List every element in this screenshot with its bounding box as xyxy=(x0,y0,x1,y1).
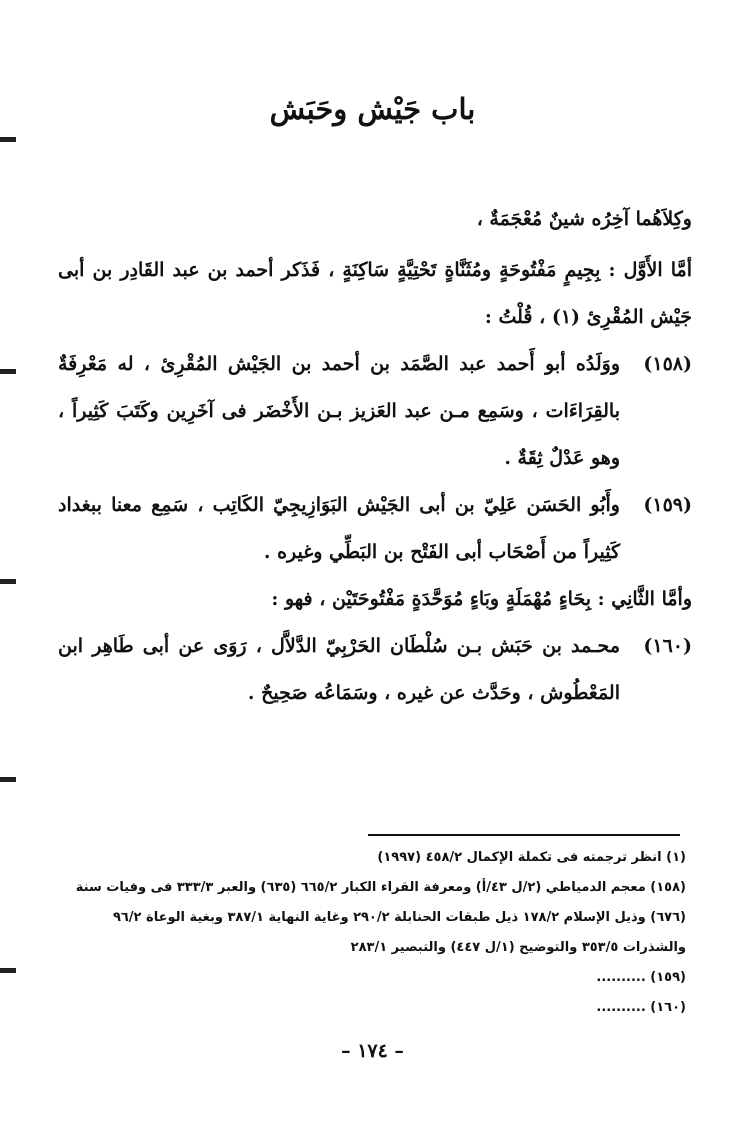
entry-160 xyxy=(58,623,692,717)
page-number: – ١٧٤ – xyxy=(341,1040,404,1062)
entry-158 xyxy=(58,341,692,482)
margin-mark xyxy=(0,137,16,142)
entry-text: ووَلَدُه أبو أَحمد عبد الصَّمَد بن أحمد بن الجَيْش المُقْرِئ ، له مَعْرِفَةٌ بالقِرَاءَات ، وسَمِع مـن عبد العَزيز بـن الأَخْضَر فى آخَرِين وكَتَبَ كَثِيراً ، وهو عَدْلٌ ثِقَةٌ . xyxy=(58,353,620,469)
second-section-paragraph: وأمَّا الثَّانِي : بِحَاءٍ مُهْمَلَةٍ وبَاءٍ مُوَحَّدَةٍ مَفْتُوحَتَيْن ، فهو : xyxy=(271,588,692,610)
margin-mark xyxy=(0,968,16,973)
footnote-line: (١٦٠) .......... xyxy=(596,1000,686,1015)
margin-mark xyxy=(0,777,16,782)
first-section-paragraph: أمَّا الأَوَّل : بِجِيمٍ مَفْتُوحَةٍ ومُثَنَّاةٍ تَحْتِيَّةٍ سَاكِنَةٍ ، فَذَكر أحمد بن عبد القَادِر بن أبى جَيْش المُقْرِئ (١) ، قُلْتُ : xyxy=(58,259,692,328)
entry-number: (١٥٩) xyxy=(643,494,692,516)
main-text xyxy=(58,196,692,717)
margin-mark xyxy=(0,369,16,374)
footnotes xyxy=(48,843,686,1023)
chapter-title: باب جَيْش وحَبَش xyxy=(269,92,476,126)
footnote-line: والشذرات ٣٥٣/٥ والتوضيح (١/ل ٤٤٧) والتبصير ٢٨٣/١ xyxy=(350,940,686,955)
entry-text: وأَبُو الحَسَن عَلِيّ بن أبى الجَيْش البَوَازِيجِيّ الكَاتِب ، سَمِع معنا ببغداد كَثِيراً من أَصْحَاب أبى الفَتْح بن البَطِّي وغيره . xyxy=(58,494,620,563)
footnote-line: (١٥٩) .......... xyxy=(596,970,686,985)
entry-number: (١٦٠) xyxy=(643,635,692,657)
entry-159 xyxy=(58,482,692,576)
footnote-line: (١٥٨) معجم الدمياطي (٢/ل ٤٣/أ) ومعرفة القراء الكبار ٦٦٥/٢ (٦٣٥) والعبر ٣٣٣/٣ فى وفيات سنة xyxy=(75,880,686,895)
footnote-line: (١) انظر ترجمته فى تكملة الإكمال ٤٥٨/٢ (١٩٩٧) xyxy=(377,850,686,865)
footnote-line: (٦٧٦) وذيل الإسلام ١٧٨/٢ ذيل طبقات الحنابلة ٢٩٠/٢ وغاية النهاية ٣٨٧/١ وبغية الوعاة ٩٦/٢ xyxy=(112,910,686,925)
entry-number: (١٥٨) xyxy=(643,353,692,375)
intro-paragraph: وكِلاَهُما آخِرُه شينٌ مُعْجَمَةٌ ، xyxy=(476,208,692,230)
footnote-separator xyxy=(368,834,680,836)
entry-text: محـمد بن حَبَش بـن سُلْطَان الحَرْبِيّ الدَّلاَّل ، رَوَى عن أبى طَاهِر ابن المَعْطُوش ، وحَدَّث عن غيره ، وسَمَاعُه صَحِيحٌ . xyxy=(58,635,620,704)
margin-mark xyxy=(0,579,16,584)
